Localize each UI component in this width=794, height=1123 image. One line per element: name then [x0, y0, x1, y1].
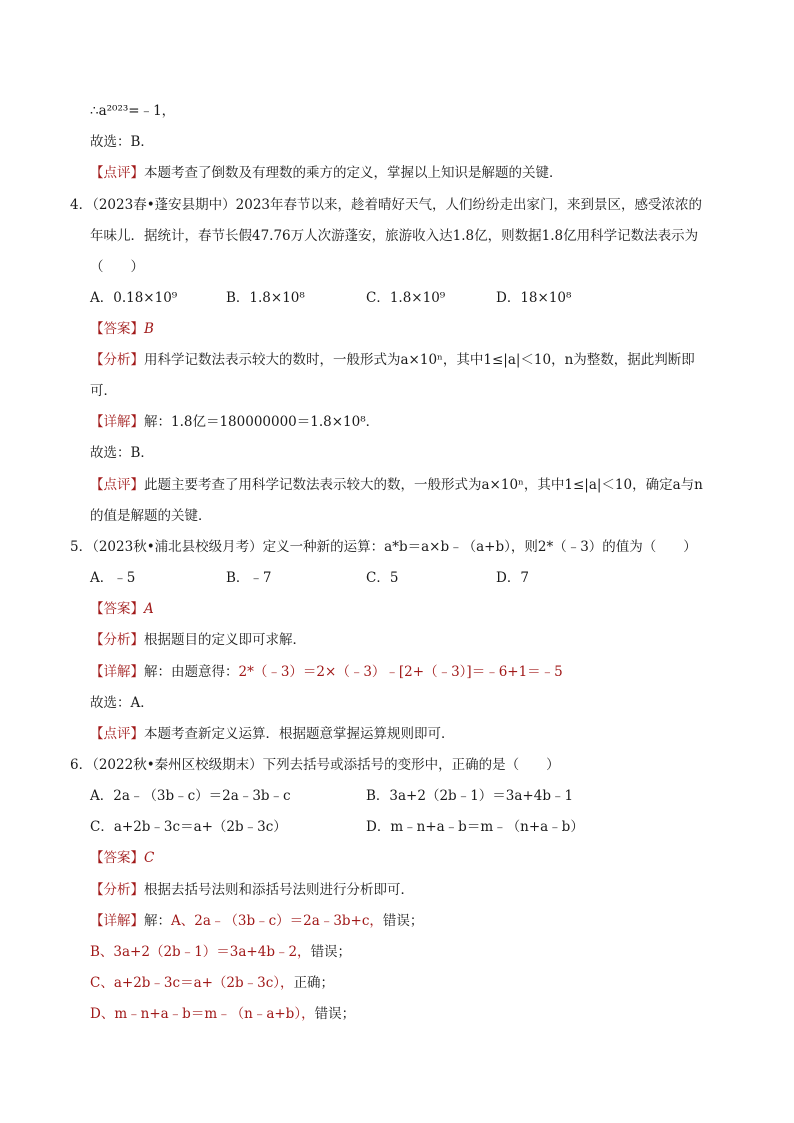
analysis-text: 用科学记数法表示较大的数时，一般形式为a×10ⁿ，其中1≤|a|＜10，n为整数，据此判断即: [144, 352, 695, 368]
q4-comment-line1: [90, 476, 703, 494]
q6-detail-d: [90, 1005, 355, 1023]
analysis-tag: 【分析】: [90, 352, 144, 368]
q5-comment: [90, 725, 455, 743]
q4-comment-line2: 的值是解题的关键．: [90, 508, 212, 524]
detail-d-expression: D、m﹣n+a﹣b＝m﹣（n﹣a+b），: [90, 1006, 315, 1022]
q5-option-a: A．﹣5: [90, 570, 136, 586]
comment-tag: 【点评】: [90, 165, 144, 181]
q4-option-b: B．1.8×10⁸: [226, 290, 305, 306]
formula-line: ∴a²⁰²³=﹣1，: [90, 103, 176, 119]
analysis-text: 根据题目的定义即可求解．: [144, 632, 306, 648]
q6-answer: [90, 849, 154, 867]
detail-tag: 【详解】: [90, 414, 144, 430]
detail-b-expression: B、3a+2（2b﹣1）＝3a+4b﹣2，: [90, 944, 311, 960]
detail-tag: 【详解】: [90, 664, 144, 680]
detail-tag: 【详解】: [90, 913, 144, 929]
q4-analysis-line1: [90, 351, 695, 369]
answer-value: C: [144, 850, 155, 866]
q4-detail: [90, 413, 379, 431]
answer-tag: 【答案】: [90, 321, 144, 337]
detail-text: 解：1.8亿＝180000000＝1.8×10⁸．: [144, 414, 380, 430]
detail-b-verdict: 错误；: [310, 944, 352, 960]
comment-line: [90, 164, 563, 182]
answer-tag: 【答案】: [90, 850, 144, 866]
analysis-text: 根据去括号法则和添括号法则进行分析即可．: [144, 882, 414, 898]
q6-detail-b: [90, 943, 351, 961]
q6-option-c: C．a+2b﹣3c＝a+（2b﹣3c）: [90, 819, 287, 835]
detail-a-verdict: 错误；: [382, 913, 424, 929]
analysis-tag: 【分析】: [90, 882, 144, 898]
detail-expression: 2*（﹣3）＝2×（﹣3）﹣[2+（﹣3）]＝﹣6+1＝﹣5: [238, 664, 563, 680]
q4-selection: 故选：B．: [90, 445, 154, 461]
detail-d-verdict: 错误；: [314, 1006, 356, 1022]
q4-answer: [90, 320, 154, 338]
q5-option-b: B．﹣7: [226, 570, 272, 586]
q4-stem-line2: 年味儿．据统计，春节长假47.76万人次游蓬安，旅游收入达1.8亿，则数据1.8亿用科学记数法表示为: [90, 228, 699, 244]
q6-option-a: A．2a﹣（3b﹣c）＝2a﹣3b﹣c: [90, 788, 291, 804]
answer-value: A: [144, 601, 154, 617]
q6-detail-c: [90, 974, 334, 992]
detail-prefix: 解：: [144, 913, 171, 929]
q6-stem: 6．（2022秋•秦州区校级期末）下列去括号或添括号的变形中，正确的是（ ）: [70, 757, 560, 773]
answer-tag: 【答案】: [90, 601, 144, 617]
detail-prefix: 解：由题意得：: [144, 664, 239, 680]
q5-stem: 5．（2023秋•浦北县校级月考）定义一种新的运算：a*b＝a×b﹣（a+b），则2*（﹣3）的值为（ ）: [70, 539, 697, 555]
q6-analysis: [90, 881, 414, 899]
q5-selection: 故选：A．: [90, 695, 154, 711]
q5-answer: [90, 600, 154, 618]
q5-option-c: C．5: [366, 570, 399, 586]
q6-option-b: B．3a+2（2b﹣1）＝3a+4b﹣1: [366, 788, 574, 804]
comment-text: 此题主要考查了用科学记数法表示较大的数，一般形式为a×10ⁿ，其中1≤|a|＜10，确定a与n: [144, 477, 703, 493]
answer-value: B: [144, 321, 154, 337]
q4-stem-line3: （ ）: [90, 259, 144, 275]
detail-a-expression: A、2a﹣（3b﹣c）＝2a﹣3b+c，: [171, 913, 383, 929]
analysis-tag: 【分析】: [90, 632, 144, 648]
detail-c-verdict: 正确；: [293, 975, 335, 991]
q4-option-d: D．18×10⁸: [496, 290, 572, 306]
q4-stem-line1: 4．（2023春•蓬安县期中）2023年春节以来，趁着晴好天气，人们纷纷走出家门，来到景区，感受浓浓的: [70, 197, 703, 213]
q5-option-d: D．7: [496, 570, 529, 586]
comment-tag: 【点评】: [90, 477, 144, 493]
q4-option-a: A．0.18×10⁹: [90, 290, 178, 306]
q6-detail-a: [90, 912, 423, 930]
selection-line: 故选：B．: [90, 134, 154, 150]
q5-detail: [90, 663, 563, 681]
q5-analysis: [90, 631, 306, 649]
detail-c-expression: C、a+2b﹣3c＝a+（2b﹣3c），: [90, 975, 294, 991]
q4-option-c: C．1.8×10⁹: [366, 290, 446, 306]
q6-option-d: D．m﹣n+a﹣b＝m﹣（n+a﹣b）: [366, 819, 584, 835]
comment-text: 本题考查新定义运算．根据题意掌握运算规则即可．: [144, 726, 455, 742]
comment-tag: 【点评】: [90, 726, 144, 742]
comment-text: 本题考查了倒数及有理数的乘方的定义，掌握以上知识是解题的关键．: [144, 165, 563, 181]
q4-analysis-line2: 可．: [90, 383, 117, 399]
